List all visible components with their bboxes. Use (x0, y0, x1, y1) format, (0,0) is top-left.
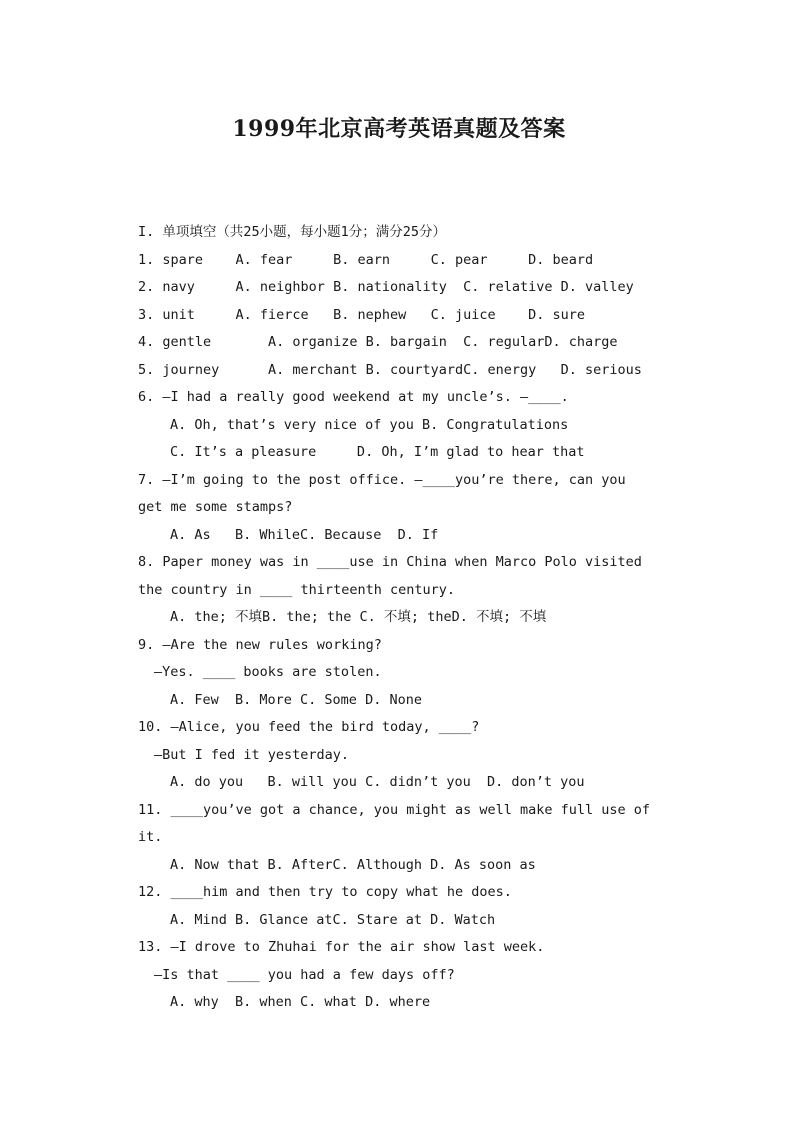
question-11-options: A. Now that B. AfterC. Although D. As soon as (170, 857, 536, 873)
question-11-stem: 11. ____you’ve got a chance, you might as well make full use of (138, 802, 651, 818)
question-13-reply: —Is that ____ you had a few days off? (154, 967, 455, 983)
question-9-reply: —Yes. ____ books are stolen. (154, 664, 382, 680)
question-12-stem: 12. ____him and then try to copy what he does. (138, 884, 512, 900)
question-10-stem: 10. —Alice, you feed the bird today, ____? (138, 719, 480, 735)
question-13-stem: 13. —I drove to Zhuhai for the air show last week. (138, 939, 545, 955)
question-8-stem-cont: the country in ____ thirteenth century. (138, 582, 455, 598)
question-8-options: A. the; 不填B. the; the C. 不填; theD. 不填; 不填 (170, 609, 547, 625)
question-2: 2. navy A. neighbor B. nationality C. relative D. valley (138, 279, 634, 295)
question-8-stem: 8. Paper money was in ____use in China when Marco Polo visited (138, 554, 642, 570)
question-10-options: A. do you B. will you C. didn’t you D. don’t you (170, 774, 585, 790)
question-7-stem-cont: get me some stamps? (138, 499, 293, 515)
question-13-options: A. why B. when C. what D. where (170, 994, 431, 1010)
question-12-options: A. Mind B. Glance atC. Stare at D. Watch (170, 912, 496, 928)
question-11-stem-cont: it. (138, 829, 163, 845)
question-6-stem: 6. —I had a really good weekend at my uncle’s. —____. (138, 389, 569, 405)
question-1: 1. spare A. fear B. earn C. pear D. beard (138, 252, 594, 268)
page-title: 1999年北京高考英语真题及答案 (232, 116, 566, 142)
question-9-options: A. Few B. More C. Some D. None (170, 692, 422, 708)
question-3: 3. unit A. fierce B. nephew C. juice D. sure (138, 307, 586, 323)
question-9-stem: 9. —Are the new rules working? (138, 637, 382, 653)
question-4: 4. gentle A. organize B. bargain C. regularD. charge (138, 334, 618, 350)
question-5: 5. journey A. merchant B. courtyardC. energy D. serious (138, 362, 642, 378)
question-6-options-cd: C. It’s a pleasure D. Oh, I’m glad to hear that (170, 444, 585, 460)
question-6-options-ab: A. Oh, that’s very nice of you B. Congratulations (170, 417, 569, 433)
question-7-options: A. As B. WhileC. Because D. If (170, 527, 439, 543)
section-heading: I. 单项填空（共25小题，每小题1分；满分25分） (138, 224, 447, 240)
question-10-reply: —But I fed it yesterday. (154, 747, 350, 763)
question-7-stem: 7. —I’m going to the post office. —____you’re there, can you (138, 472, 626, 488)
